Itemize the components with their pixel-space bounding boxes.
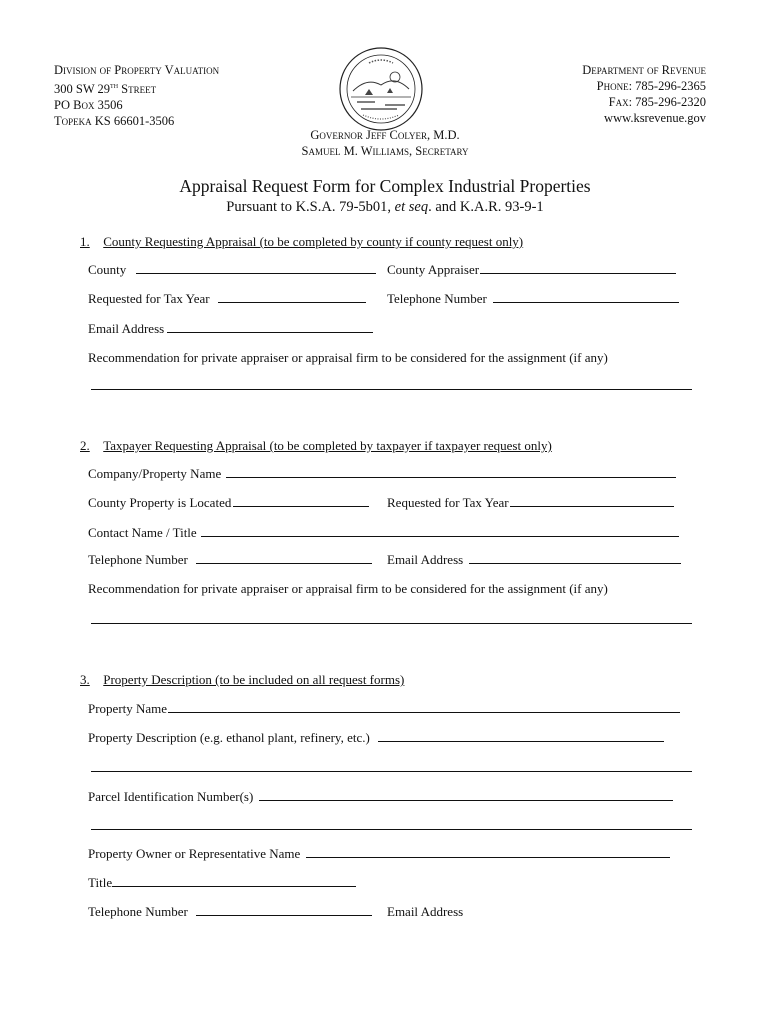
website: www.ksrevenue.gov xyxy=(604,111,706,125)
phone-number: Phone: 785-296-2365 xyxy=(596,79,706,93)
county-located-input-line[interactable] xyxy=(233,495,369,507)
officials xyxy=(0,127,770,159)
field-label: Contact Name / Title xyxy=(88,525,197,540)
property-description-input-line[interactable] xyxy=(378,730,664,742)
department-contact xyxy=(582,62,706,126)
taxpayer-telephone-input-line[interactable] xyxy=(196,552,372,564)
requested-tax-year-field[interactable] xyxy=(88,291,366,307)
division-name: Division of Property Valuation xyxy=(54,63,220,77)
county-input-line[interactable] xyxy=(136,262,376,274)
taxpayer-recommendation-label: Recommendation for private appraiser or appraisal firm to be considered for the assignment (if any) xyxy=(88,581,608,596)
title-field[interactable] xyxy=(88,875,356,891)
field-label: Email Address xyxy=(387,904,464,919)
subtitle-regulation: . and K.A.R. 93-9-1 xyxy=(428,199,544,215)
field-label: Email Address xyxy=(387,552,464,567)
kansas-state-seal-icon xyxy=(339,47,423,131)
taxpayer-telephone-field[interactable] xyxy=(88,552,372,568)
field-label: County xyxy=(88,262,127,277)
field-label: Property Description (e.g. ethanol plant, refinery, etc.) xyxy=(88,730,370,745)
property-description-continuation-line[interactable] xyxy=(91,771,692,772)
section-heading-text: Taxpayer Requesting Appraisal (to be completed by taxpayer if taxpayer request only) xyxy=(103,438,552,453)
field-label: Title xyxy=(88,875,113,890)
field-label: Requested for Tax Year xyxy=(387,495,509,510)
field-label: Requested for Tax Year xyxy=(88,291,210,306)
taxpayer-tax-year-input-line[interactable] xyxy=(510,495,674,507)
city-state-zip: Topeka KS 66601-3506 xyxy=(54,114,175,129)
fax-number: Fax: 785-296-2320 xyxy=(608,95,706,109)
parcel-id-continuation-line[interactable] xyxy=(91,829,692,830)
section-number: 2. xyxy=(80,438,90,453)
taxpayer-email-field[interactable] xyxy=(387,552,681,568)
field-label: Property Owner or Representative Name xyxy=(88,846,301,861)
department-name: Department of Revenue xyxy=(582,63,706,77)
tax-year-input-line[interactable] xyxy=(218,291,366,303)
section-1-heading xyxy=(80,234,523,250)
taxpayer-recommendation-input-line[interactable] xyxy=(91,623,692,624)
telephone-number-field[interactable] xyxy=(387,291,679,307)
owner-email-field[interactable] xyxy=(387,904,463,920)
property-name-field[interactable] xyxy=(88,701,680,717)
subtitle-italic: et seq xyxy=(394,199,429,215)
po-box: PO Box 3506 xyxy=(54,98,123,113)
county-appraiser-field[interactable] xyxy=(387,262,676,278)
division-address xyxy=(54,62,219,129)
field-label: Telephone Number xyxy=(387,291,487,306)
field-label: Telephone Number xyxy=(88,552,188,567)
section-number: 3. xyxy=(80,672,90,687)
street-name: Street xyxy=(118,82,157,97)
parcel-id-input-line[interactable] xyxy=(259,789,673,801)
subtitle-statute: Pursuant to K.S.A. 79-5b01, xyxy=(226,199,395,215)
taxpayer-email-input-line[interactable] xyxy=(469,552,681,564)
owner-telephone-input-line[interactable] xyxy=(196,904,372,916)
taxpayer-tax-year-field[interactable] xyxy=(387,495,674,511)
field-label: Email Address xyxy=(88,321,165,336)
section-2-heading xyxy=(80,438,552,454)
field-label: Parcel Identification Number(s) xyxy=(88,789,254,804)
form-title: Appraisal Request Form for Complex Industrial Properties xyxy=(179,176,591,196)
field-label: County Appraiser xyxy=(387,262,480,277)
property-description-field[interactable] xyxy=(88,730,664,746)
company-property-name-field[interactable] xyxy=(88,466,676,482)
street-number: 300 SW 29 xyxy=(54,82,111,97)
owner-telephone-field[interactable] xyxy=(88,904,372,920)
secretary-name: Samuel M. Williams, Secretary xyxy=(301,144,469,158)
telephone-input-line[interactable] xyxy=(493,291,679,303)
section-number: 1. xyxy=(80,234,90,249)
form-subtitle xyxy=(0,199,770,216)
field-label: Property Name xyxy=(88,701,168,716)
owner-representative-field[interactable] xyxy=(88,846,670,862)
street-address xyxy=(54,78,219,97)
county-appraiser-input-line[interactable] xyxy=(480,262,676,274)
field-label: Telephone Number xyxy=(88,904,188,919)
county-field[interactable] xyxy=(88,262,376,278)
field-label: County Property is Located xyxy=(88,495,232,510)
title-input-line[interactable] xyxy=(112,875,356,887)
contact-name-title-field[interactable] xyxy=(88,525,679,541)
owner-rep-input-line[interactable] xyxy=(306,846,670,858)
parcel-id-field[interactable] xyxy=(88,789,673,805)
recommendation-label: Recommendation for private appraiser or appraisal firm to be considered for the assignment (if any) xyxy=(88,350,608,365)
section-heading-text: County Requesting Appraisal (to be completed by county if county request only) xyxy=(103,234,524,249)
section-heading-text: Property Description (to be included on all request forms) xyxy=(103,672,405,687)
street-suffix: th xyxy=(110,81,119,90)
section-3-heading xyxy=(80,672,404,688)
field-label: Company/Property Name xyxy=(88,466,222,481)
email-address-field[interactable] xyxy=(88,321,373,337)
governor-name: Governor Jeff Colyer, M.D. xyxy=(310,128,460,142)
recommendation-input-line[interactable] xyxy=(91,389,692,390)
contact-input-line[interactable] xyxy=(201,525,679,537)
property-name-input-line[interactable] xyxy=(168,701,680,713)
county-property-located-field[interactable] xyxy=(88,495,369,511)
company-name-input-line[interactable] xyxy=(226,466,676,478)
email-input-line[interactable] xyxy=(167,321,373,333)
